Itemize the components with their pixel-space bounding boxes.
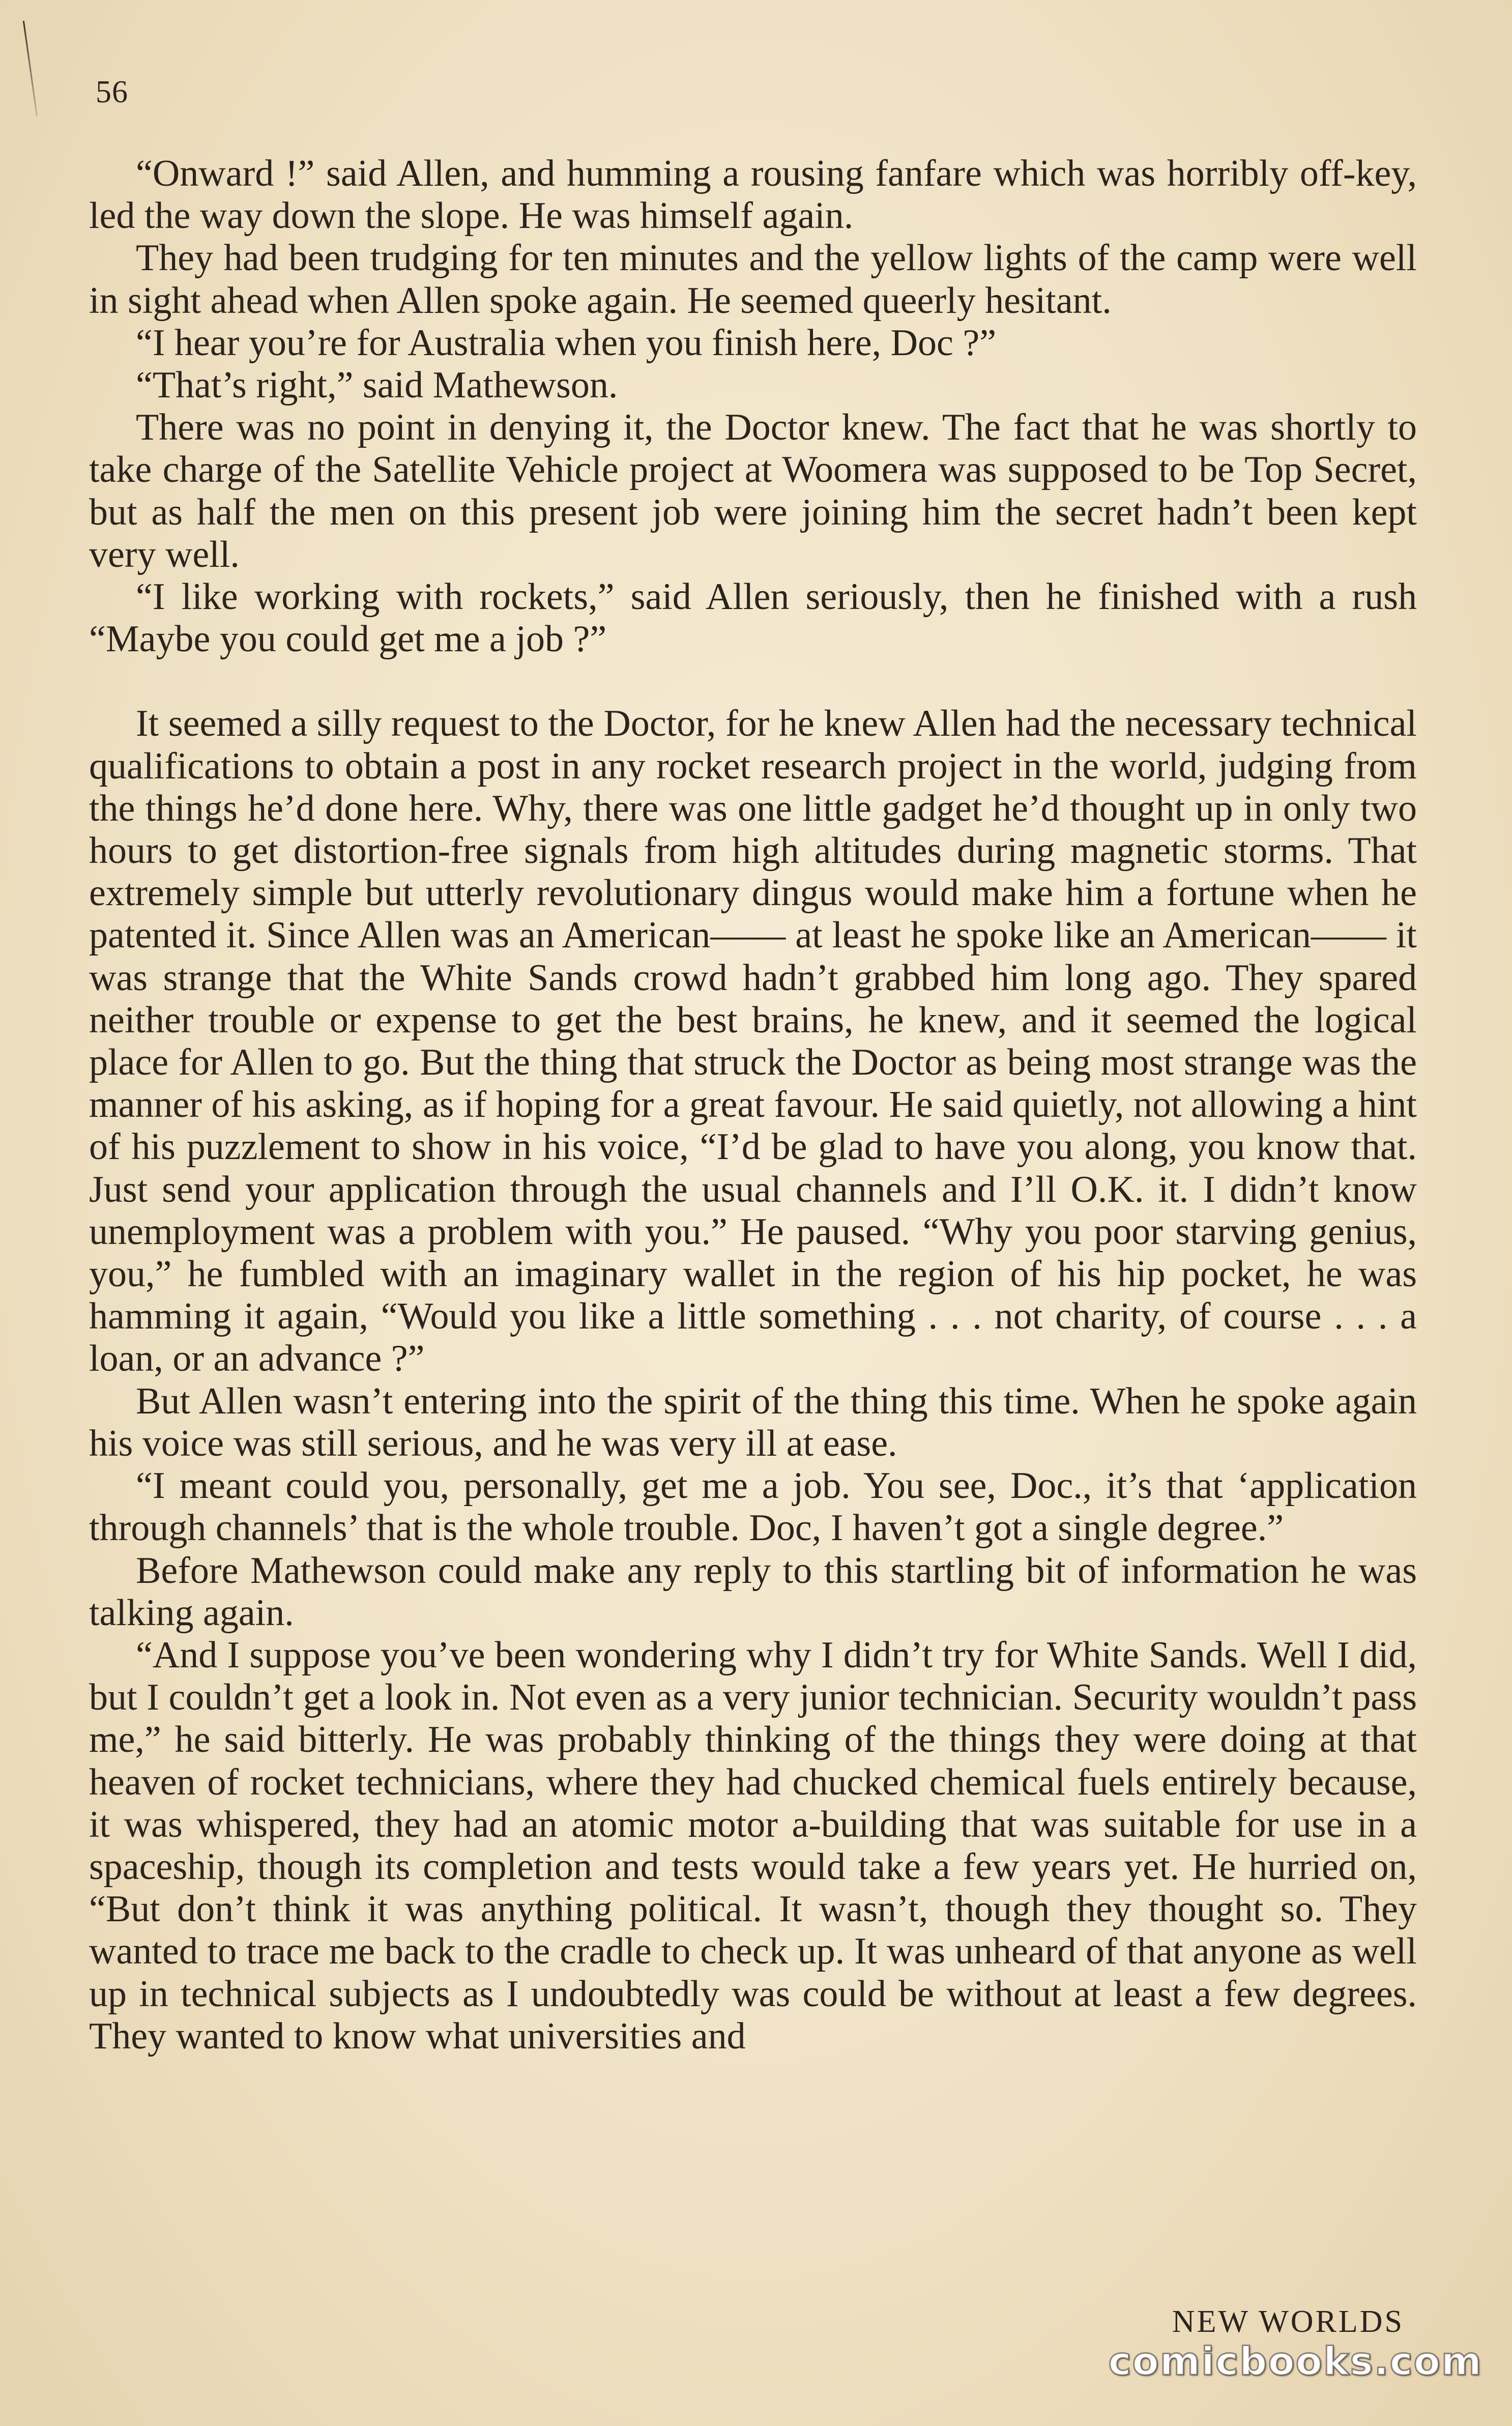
paragraph-6: “I like working with rockets,” said Allen seriously, then he finished with a rush “Maybe you could get me a job ?” [89, 576, 1417, 660]
paragraph-4: “That’s right,” said Mathewson. [136, 364, 618, 407]
paragraph-5: There was no point in denying it, the Doctor knew. The fact that he was shortly to take charge of the Satellite Vehicle project at Woomera was supposed to be Top Secret, but as half the men on this present job were joining him the secret hadn’t been kept very well. [89, 407, 1417, 575]
paragraph-7: It seemed a silly request to the Doctor, for he knew Allen had the necessary technical qualifications to obtain a post in any rocket research project in the world, judging from the things he’d done here. Why, there was one little gadget he’d thought up in only two hours to get distortion-free signals from high altitudes during magnetic storms. That extremely simple but utterly revolutionary dingus would make him a fortune when he patented it. Since Allen was an American—— at least he spoke like an American—— it was strange that the White Sands crowd hadn’t grabbed him long ago. They spared neither trouble or expense to get the best brains, he knew, and it seemed the logical place for Allen to go. But the thing that struck the Doctor as being most strange was the manner of his asking, as if hoping for a great favour. He said quietly, not allowing a hint of his puzzlement to show in his voice, “I’d be glad to have you along, you know that. Just send your application through the usual channels and I’ll O.K. it. I didn’t know unemployment was a problem with you.” He paused. “Why you poor starving genius, you,” he fumbled with an imaginary wallet in the region of his hip pocket, he was hamming it again, “Would you like a little something . . . not charity, of course . . . a loan, or an advance ?” [89, 703, 1417, 1380]
binding-edge-mark [23, 21, 38, 117]
story-text [89, 153, 1417, 2058]
paragraph-2: They had been trudging for ten minutes and the yellow lights of the camp were well in sight ahead when Allen spoke again. He seemed queerly hesitant. [89, 237, 1417, 322]
paragraph-9: “I meant could you, personally, get me a job. You see, Doc., it’s that ‘application through channels’ that is the whole trouble. Doc, I haven’t got a single degree.” [89, 1465, 1417, 1549]
paragraph-11: “And I suppose you’ve been wondering why I didn’t try for White Sands. Well I did, but I couldn’t get a look in. Not even as a very junior technician. Security wouldn’t pass me,” he said bitterly. He was probably thinking of the things they were doing at that heaven of rocket technicians, where they had chucked chemical fuels entirely because, it was whispered, they had an atomic motor a-building that was suitable for use in a spaceship, though its completion and tests would take a few years yet. He hurried on, “But don’t think it was anything political. It wasn’t, though they thought so. They wanted to trace me back to the cradle to check up. It was unheard of that anyone as well up in technical subjects as I undoubtedly was could be without at least a few degrees. They wanted to know what universities and [89, 1634, 1417, 2057]
paragraph-10: Before Mathewson could make any reply to this startling bit of information he was talking again. [89, 1549, 1417, 1634]
site-watermark: comicbooks.com [1108, 2338, 1482, 2384]
paragraph-8: But Allen wasn’t entering into the spirit of the thing this time. When he spoke again his voice was still serious, and he was very ill at ease. [89, 1380, 1417, 1464]
page-number: 56 [96, 75, 128, 109]
magazine-footer: NEW WORLDS [1172, 2304, 1404, 2339]
paragraph-3: “I hear you’re for Australia when you finish here, Doc ?” [136, 322, 997, 364]
paragraph-1: “Onward !” said Allen, and humming a rousing fanfare which was horribly off-key, led the way down the slope. He was himself again. [89, 153, 1417, 237]
